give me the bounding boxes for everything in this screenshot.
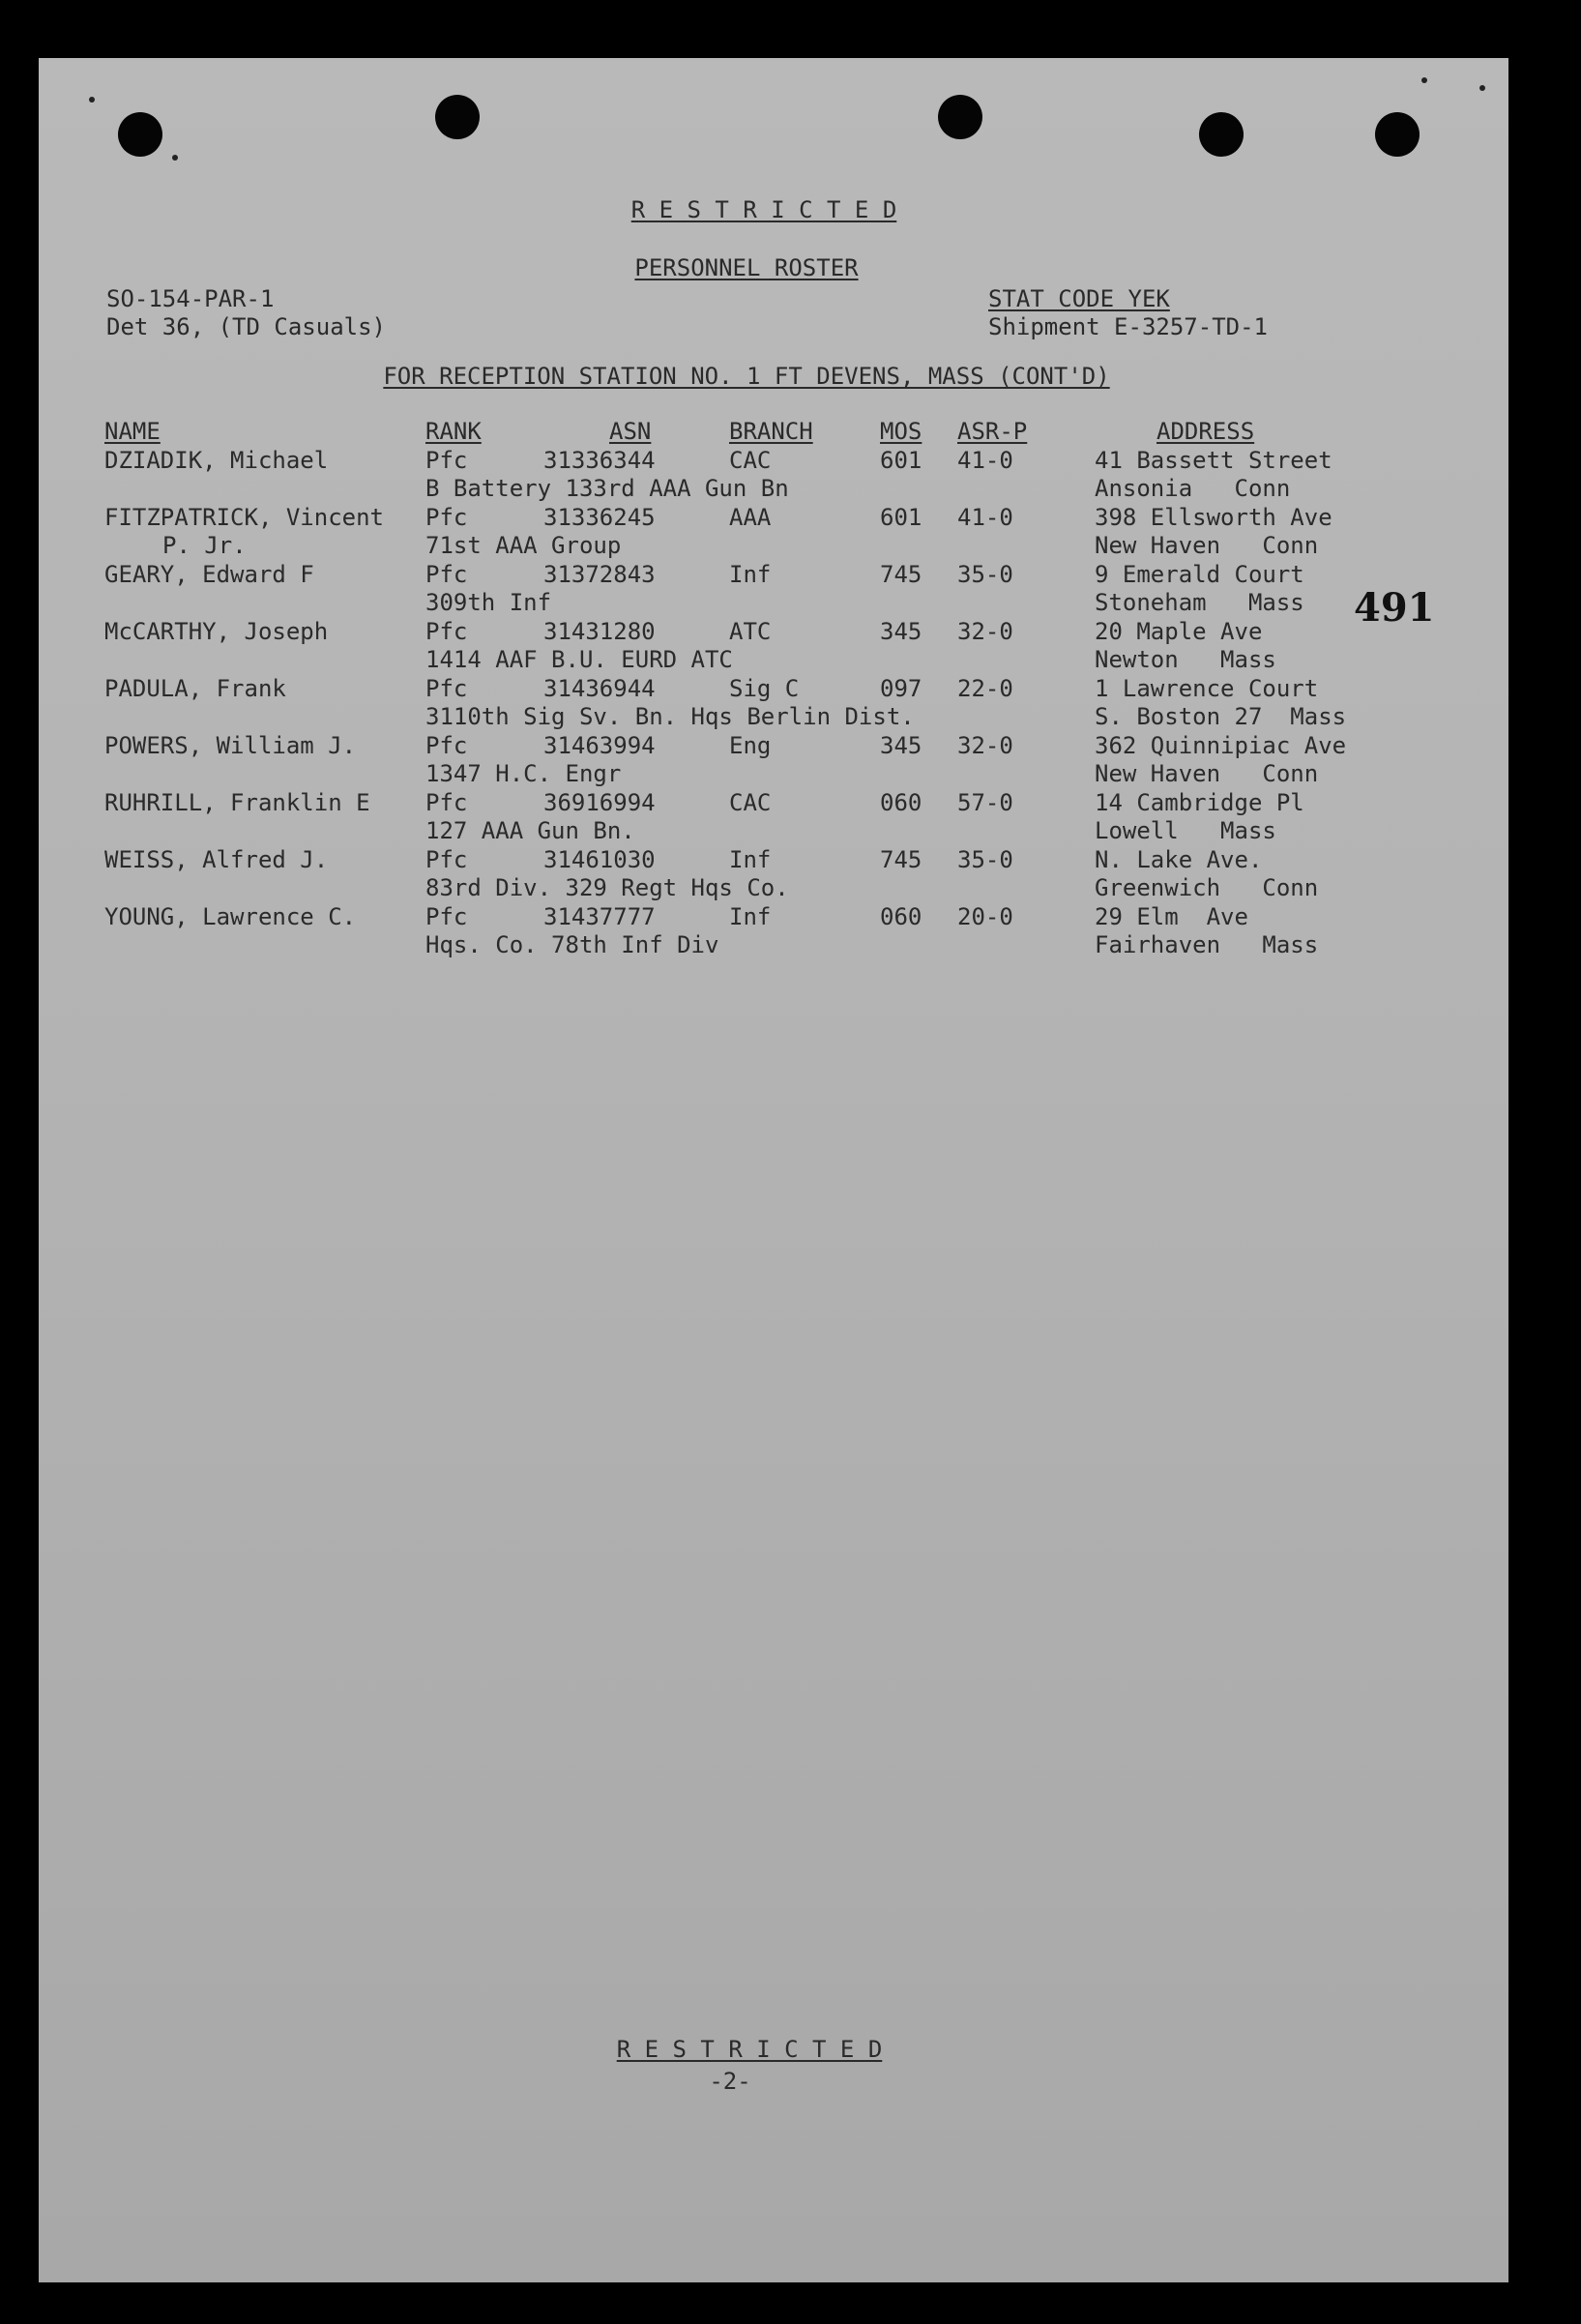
row-mos: 345 xyxy=(880,732,922,759)
row-mos: 601 xyxy=(880,447,922,474)
row-asr: 35-0 xyxy=(957,561,1013,588)
row-address-line2: Ansonia Conn xyxy=(1095,475,1291,502)
row-address-line2: New Haven Conn xyxy=(1095,760,1319,787)
row-asr: 32-0 xyxy=(957,618,1013,645)
row-name-cont: P. Jr. xyxy=(162,532,247,559)
row-unit: 83rd Div. 329 Regt Hqs Co. xyxy=(425,874,789,901)
row-asr: 57-0 xyxy=(957,789,1013,816)
column-header-asn: ASN xyxy=(609,418,652,445)
row-name: FITZPATRICK, Vincent xyxy=(104,504,384,531)
row-asr: 41-0 xyxy=(957,447,1013,474)
row-address-line2: Greenwich Conn xyxy=(1095,874,1319,901)
column-header-address: ADDRESS xyxy=(1156,418,1255,445)
row-asn: 31431280 xyxy=(543,618,656,645)
row-address-line2: Lowell Mass xyxy=(1095,817,1276,844)
row-unit: Hqs. Co. 78th Inf Div xyxy=(425,931,719,958)
row-mos: 745 xyxy=(880,561,922,588)
shipment: Shipment E-3257-TD-1 xyxy=(988,313,1268,340)
column-header-rank: RANK xyxy=(425,418,482,445)
document-page xyxy=(39,58,1508,2282)
row-address-line1: 1 Lawrence Court xyxy=(1095,675,1319,702)
speck xyxy=(172,155,178,161)
column-header-mos: MOS xyxy=(880,418,922,445)
document-title: PERSONNEL ROSTER xyxy=(634,254,859,281)
punch-hole xyxy=(1199,112,1244,157)
row-asr: 35-0 xyxy=(957,846,1013,873)
order-number: SO-154-PAR-1 xyxy=(106,285,275,312)
row-branch: CAC xyxy=(729,789,772,816)
row-branch: Eng xyxy=(729,732,772,759)
punch-hole xyxy=(118,112,162,157)
row-address-line1: 9 Emerald Court xyxy=(1095,561,1304,588)
row-name: McCARTHY, Joseph xyxy=(104,618,329,645)
row-asr: 22-0 xyxy=(957,675,1013,702)
row-asn: 31372843 xyxy=(543,561,656,588)
row-branch: CAC xyxy=(729,447,772,474)
destination: FOR RECEPTION STATION NO. 1 FT DEVENS, MASS (CONT'D) xyxy=(383,363,1110,390)
row-unit: 1347 H.C. Engr xyxy=(425,760,622,787)
row-name: POWERS, William J. xyxy=(104,732,357,759)
stat-code: STAT CODE YEK xyxy=(988,285,1170,312)
row-unit: 309th Inf xyxy=(425,589,552,616)
row-asr: 41-0 xyxy=(957,504,1013,531)
speck xyxy=(1479,85,1485,91)
column-header-asr: ASR-P xyxy=(957,418,1028,445)
row-branch: Inf xyxy=(729,903,772,930)
row-rank: Pfc xyxy=(425,504,468,531)
row-address-line2: Stoneham Mass xyxy=(1095,589,1304,616)
row-rank: Pfc xyxy=(425,447,468,474)
row-unit: 1414 AAF B.U. EURD ATC xyxy=(425,646,733,673)
row-rank: Pfc xyxy=(425,846,468,873)
row-address-line1: 14 Cambridge Pl xyxy=(1095,789,1304,816)
row-asn: 31336344 xyxy=(543,447,656,474)
row-mos: 060 xyxy=(880,903,922,930)
row-address-line1: 41 Bassett Street xyxy=(1095,447,1332,474)
row-unit: 3110th Sig Sv. Bn. Hqs Berlin Dist. xyxy=(425,703,915,730)
stamp-number: 491 xyxy=(1354,585,1435,631)
row-branch: Inf xyxy=(729,561,772,588)
row-asn: 36916994 xyxy=(543,789,656,816)
row-asr: 20-0 xyxy=(957,903,1013,930)
row-name: DZIADIK, Michael xyxy=(104,447,329,474)
row-address-line2: Newton Mass xyxy=(1095,646,1276,673)
row-rank: Pfc xyxy=(425,675,468,702)
page-number: -2- xyxy=(709,2068,751,2095)
classification-top: R E S T R I C T E D xyxy=(630,196,897,223)
row-address-line2: S. Boston 27 Mass xyxy=(1095,703,1347,730)
row-address-line1: 362 Quinnipiac Ave xyxy=(1095,732,1347,759)
row-name: WEISS, Alfred J. xyxy=(104,846,329,873)
row-name: GEARY, Edward F xyxy=(104,561,314,588)
row-address-line1: 398 Ellsworth Ave xyxy=(1095,504,1332,531)
row-asn: 31463994 xyxy=(543,732,656,759)
row-rank: Pfc xyxy=(425,618,468,645)
punch-hole xyxy=(938,95,982,139)
row-asn: 31336245 xyxy=(543,504,656,531)
detachment: Det 36, (TD Casuals) xyxy=(106,313,386,340)
row-asn: 31436944 xyxy=(543,675,656,702)
row-address-line2: New Haven Conn xyxy=(1095,532,1319,559)
row-name: PADULA, Frank xyxy=(104,675,286,702)
classification-bottom: R E S T R I C T E D xyxy=(616,2036,883,2063)
speck xyxy=(1421,77,1427,83)
row-unit: 71st AAA Group xyxy=(425,532,622,559)
row-mos: 745 xyxy=(880,846,922,873)
row-branch: ATC xyxy=(729,618,772,645)
row-rank: Pfc xyxy=(425,789,468,816)
row-branch: AAA xyxy=(729,504,772,531)
row-rank: Pfc xyxy=(425,903,468,930)
column-header-branch: BRANCH xyxy=(729,418,813,445)
row-unit: B Battery 133rd AAA Gun Bn xyxy=(425,475,789,502)
row-branch: Inf xyxy=(729,846,772,873)
row-rank: Pfc xyxy=(425,732,468,759)
row-mos: 060 xyxy=(880,789,922,816)
row-asn: 31461030 xyxy=(543,846,656,873)
speck xyxy=(89,97,95,103)
row-unit: 127 AAA Gun Bn. xyxy=(425,817,635,844)
punch-hole xyxy=(435,95,480,139)
row-asn: 31437777 xyxy=(543,903,656,930)
column-header-name: NAME xyxy=(104,418,161,445)
punch-hole xyxy=(1375,112,1420,157)
row-address-line2: Fairhaven Mass xyxy=(1095,931,1319,958)
row-address-line1: 20 Maple Ave xyxy=(1095,618,1263,645)
row-branch: Sig C xyxy=(729,675,800,702)
row-mos: 601 xyxy=(880,504,922,531)
row-address-line1: N. Lake Ave. xyxy=(1095,846,1263,873)
row-name: RUHRILL, Franklin E xyxy=(104,789,370,816)
row-mos: 097 xyxy=(880,675,922,702)
row-mos: 345 xyxy=(880,618,922,645)
row-address-line1: 29 Elm Ave xyxy=(1095,903,1248,930)
row-name: YOUNG, Lawrence C. xyxy=(104,903,357,930)
row-rank: Pfc xyxy=(425,561,468,588)
row-asr: 32-0 xyxy=(957,732,1013,759)
